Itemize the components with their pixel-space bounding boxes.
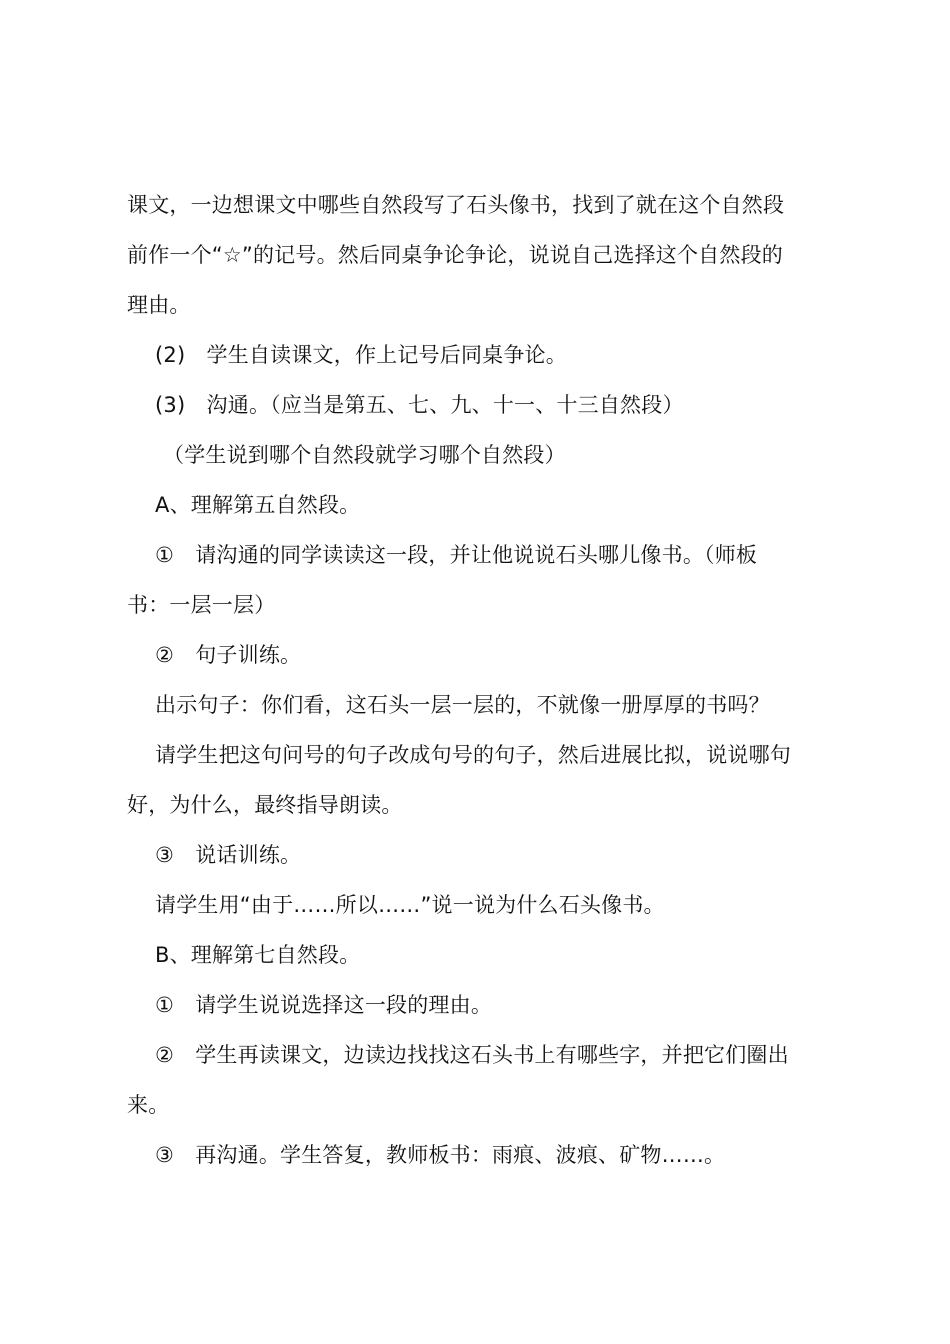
step-item: (2) 学生自读课文，作上记号后同桌争论。: [155, 343, 567, 367]
paragraph-line: 前作一个“☆”的记号。然后同桌争论争论，说说自己选择这个自然段的: [127, 243, 783, 267]
step-item: ② 学生再读课文，边读边找找这石头书上有哪些字，并把它们圈出: [155, 1043, 789, 1067]
section-heading: A、理解第五自然段。: [155, 493, 361, 517]
paragraph-line: 请学生把这句问号的句子改成句号的句子，然后进展比拟，说说哪句: [155, 743, 791, 767]
step-item: ③ 说话训练。: [155, 843, 302, 867]
note-line: （学生说到哪个自然段就学习哪个自然段）: [163, 443, 566, 467]
paragraph-line: 课文，一边想课文中哪些自然段写了石头像书，找到了就在这个自然段: [127, 193, 785, 217]
paragraph-line: 好，为什么，最终指导朗读。: [127, 793, 403, 817]
step-item: ③ 再沟通。学生答复，教师板书：雨痕、波痕、矿物……。: [155, 1143, 726, 1167]
step-item: (3) 沟通。（应当是第五、七、九、十一、十三自然段）: [155, 393, 684, 417]
step-item: ② 句子训练。: [155, 643, 302, 667]
paragraph-line: 请学生用“由于……所以……”说一说为什么石头像书。: [155, 893, 665, 917]
paragraph-line: 来。: [127, 1093, 170, 1117]
paragraph-line: 理由。: [127, 293, 191, 317]
step-item: ① 请学生说说选择这一段的理由。: [155, 993, 493, 1017]
section-heading: B、理解第七自然段。: [155, 943, 361, 967]
paragraph-line: 出示句子：你们看，这石头一层一层的，不就像一册厚厚的书吗？: [155, 693, 770, 717]
paragraph-line: 书：一层一层）: [127, 593, 276, 617]
step-item: ① 请沟通的同学读读这一段，并让他说说石头哪儿像书。（师板: [155, 543, 758, 567]
